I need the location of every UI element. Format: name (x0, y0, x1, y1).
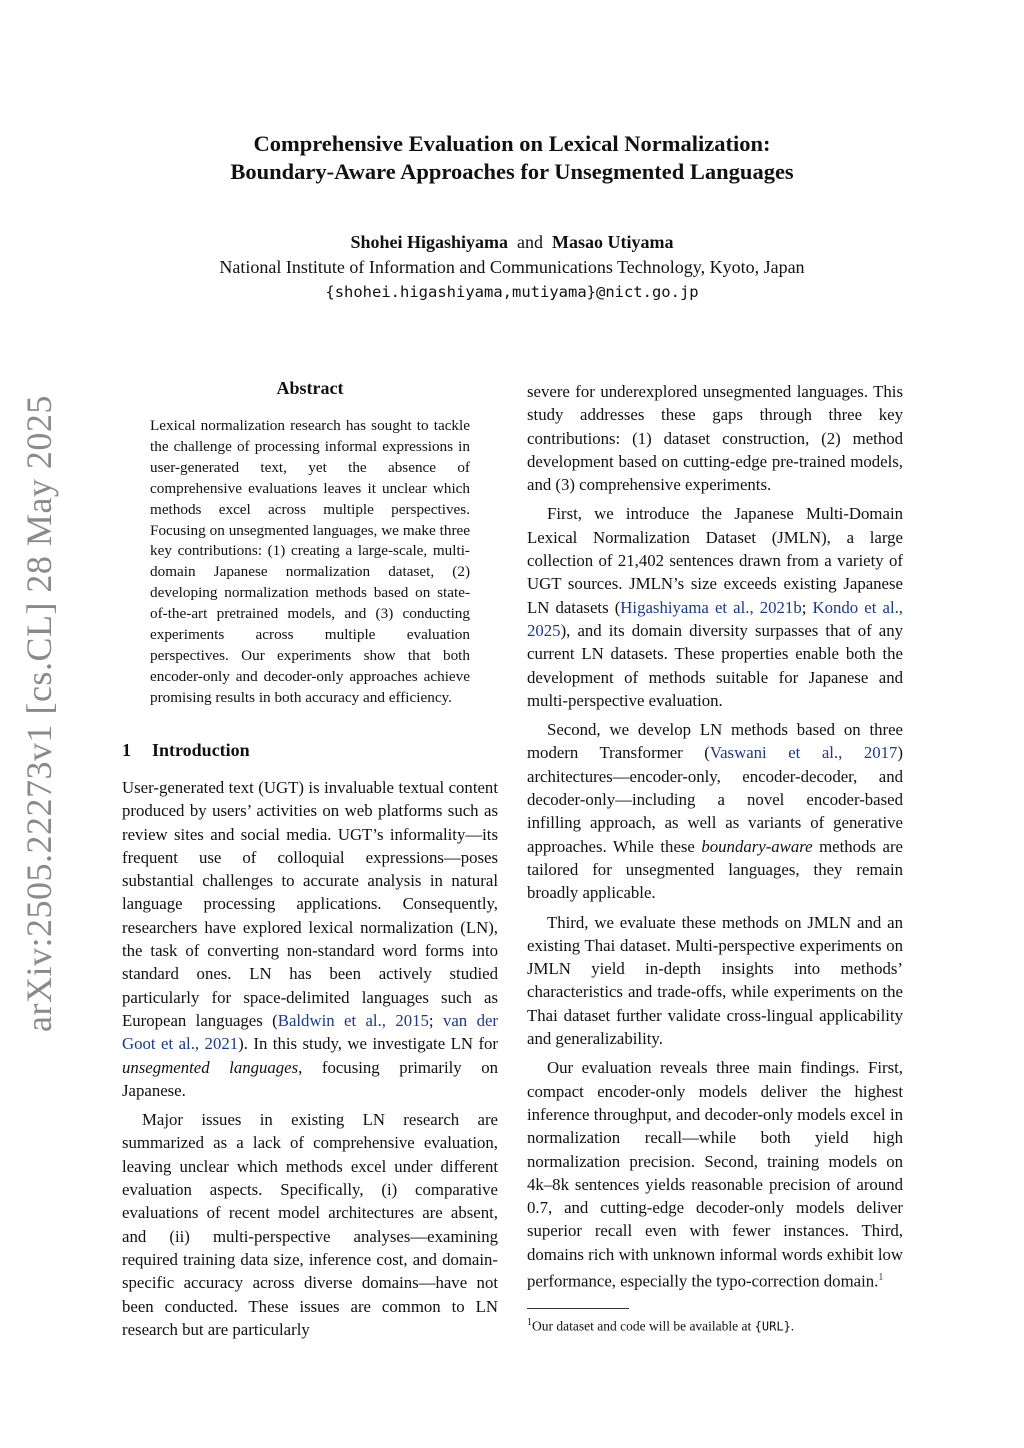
footnote-text: Our dataset and code will be available at (532, 1318, 755, 1334)
author-conjunction: and (517, 232, 544, 252)
footnote-divider (527, 1308, 629, 1309)
intro-paragraph-continued: severe for underexplored unsegmented languages. This study addresses these gaps through three key contributions: (1) dataset construction, (2) method development based on cutting-edge pre-trained models, and (3) comprehensive experiments. (527, 382, 903, 495)
intro-paragraph-1: User-generated text (UGT) is invaluable textual content produced by users’ activities on web platforms such as review sites and social media. UGT’s informality—its frequent use of colloquial expressions—poses substantial challenges to accurate analysis in natural language processing applications. Consequently, researchers have explored lexical normalization (LN), the task of converting non-standard word forms into standard ones. LN has been actively studied particularly for space-delimited languages such as European languages (Baldwin et al., 2015; van der Goot et al., 2021). In this study, we investigate LN for unsegmented languages, focusing primarily on Japanese. (122, 778, 499, 1100)
citation-vaswani[interactable]: Vaswani et al., 2017 (709, 743, 898, 763)
paper-title (120, 130, 904, 186)
emphasis-boundary-aware: boundary-aware (701, 836, 813, 856)
title-line-2: Boundary-Aware Approaches for Unsegmented Languages (230, 159, 794, 184)
footnote-marker[interactable]: 1 (878, 1271, 884, 1283)
right-column-body (527, 380, 903, 1293)
author-email: {shohei.higashiyama,mutiyama}@nict.go.jp (325, 283, 699, 301)
section-number: 1 (122, 740, 131, 760)
citation-baldwin[interactable]: Baldwin et al., 2015 (277, 1010, 429, 1030)
title-line-1: Comprehensive Evaluation on Lexical Normalization: (253, 131, 771, 156)
footnote-number: 1 (527, 1317, 532, 1328)
emphasis-unsegmented: unsegmented languages (122, 1057, 299, 1077)
author-list (120, 230, 904, 254)
section-title: Introduction (152, 740, 250, 760)
intro-paragraph-2: Major issues in existing LN research are summarized as a lack of comprehensive evaluation, leaving unclear which methods excel under different evaluation aspects. Specifically, (i) comparative evaluations of recent model architectures are absent, and (ii) multi-perspective analyses—examining required training data size, inference cost, and domain-specific accuracy across diverse domains—have not been conducted. These issues are common to LN research but are particularly (122, 1110, 498, 1339)
intro-paragraph-findings: Our evaluation reveals three main findings. First, compact encoder-only models deliver the highest inference throughput, and decoder-only models excel in normalization recall—while both yield high normalization precision. Second, training models on 4k–8k sentences yields reasonable precision of around 0.7, and cutting-edge decoder-only models deliver superior recall even with fewer instances. Third, domains rich with unknown informal words exhibit low performance, especially the typo-correction domain.$^1$ (527, 1058, 903, 1291)
abstract-heading: Abstract (276, 378, 344, 398)
citation-van-der-goot[interactable]: van der Goot et al., 2021 (122, 1010, 498, 1054)
footnote-url-placeholder: {URL} (754, 1319, 791, 1334)
intro-paragraph-third: Third, we evaluate these methods on JMLN and an existing Thai dataset. Multi-perspective experiments on JMLN yield in-depth insights into methods’ characteristics and trade-offs, while experiments on the Thai dataset further validate cross-lingual applicability and generalizability. (527, 912, 903, 1049)
left-column-body (122, 776, 498, 1341)
author-2: Masao Utiyama (552, 232, 674, 252)
footnote: $^1$Our dataset and code will be available at {URL}. (527, 1317, 795, 1334)
citation-kondo[interactable]: Kondo et al., 2025 (527, 597, 904, 640)
author-1: Shohei Higashiyama (350, 232, 509, 252)
arxiv-identifier: arXiv:2505.22273v1 [cs.CL] 28 May 2025 (19, 395, 59, 1032)
citation-higashiyama[interactable]: Higashiyama et al., 2021b (620, 597, 802, 617)
section-heading-introduction (122, 740, 498, 761)
intro-paragraph-second: Second, we develop LN methods based on three modern Transformer (Vaswani et al., 2017) architectures—encoder-only, encoder-decoder, and decoder-only—including a novel encoder-based infilling approach, as well as variants of generative approaches. While these boundary-aware methods are tailored for unsegmented languages, they remain broadly applicable. (527, 720, 903, 903)
affiliation: National Institute of Information and Communications Technology, Kyoto, Japan (219, 257, 805, 277)
abstract-body: Lexical normalization research has sought to tackle the challenge of processing informal expressions in user-generated text, yet the absence of comprehensive evaluations leaves it unclear which methods excel across multiple perspectives. Focusing on unsegmented languages, we make three key contributions: (1) creating a large-scale, multi-domain Japanese normalization dataset, (2) developing normalization methods based on state-of-the-art pretrained models, and (3) conducting experiments across multiple evaluation perspectives. Our experiments show that both encoder-only and decoder-only approaches achieve promising results in both accuracy and efficiency. (150, 417, 470, 706)
intro-paragraph-first: First, we introduce the Japanese Multi-Domain Lexical Normalization Dataset (JMLN), a large collection of 21,402 sentences drawn from a variety of UGT sources. JMLN’s size exceeds existing Japanese LN datasets (Higashiyama et al., 2021b; Kondo et al., 2025), and its domain diversity surpasses that of any current LN datasets. These properties enable both the development of methods suitable for Japanese and multi-perspective evaluation. (527, 504, 904, 710)
